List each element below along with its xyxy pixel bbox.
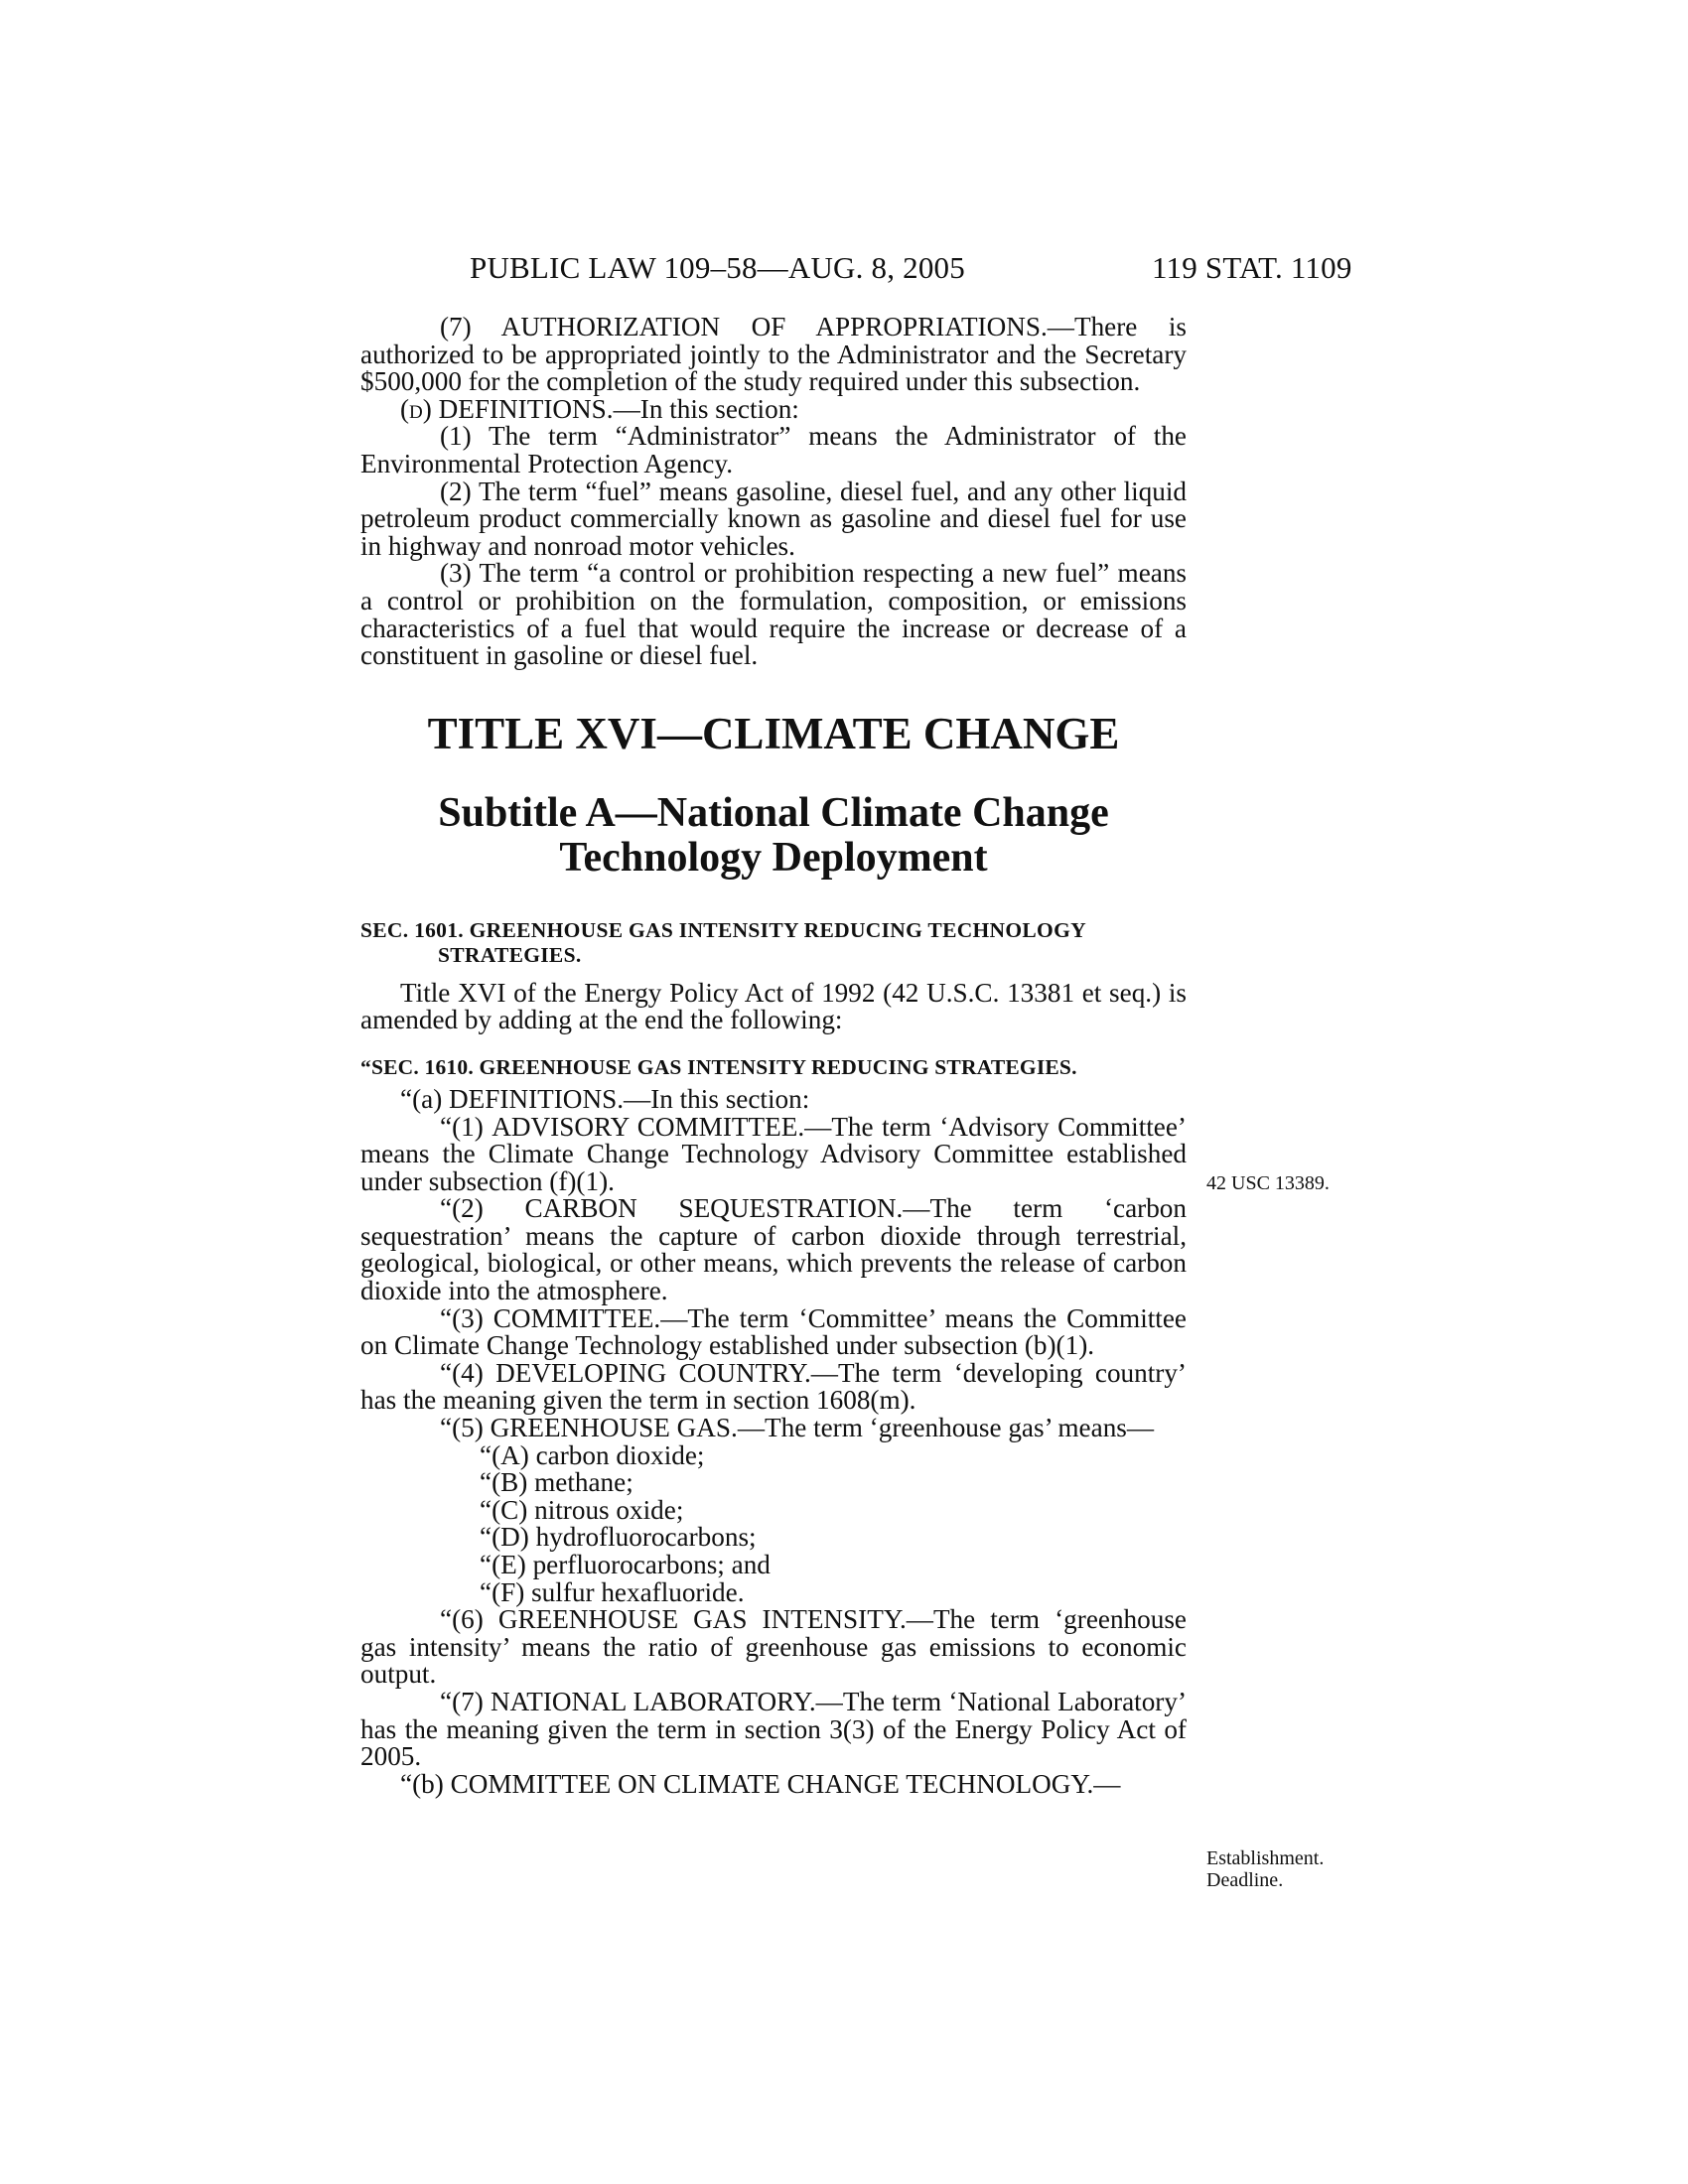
subtitle-line-2: Technology Deployment <box>559 834 988 881</box>
paragraph-definition-1: (1) The term “Administrator” means the Administrator of the Environmental Protection Agency. <box>360 421 1187 478</box>
definition-advisory-committee: “(1) ADVISORY COMMITTEE.—The term ‘Advisory Committee’ means the Climate Change Technology Advisory Committee established under subsection (f)(1). <box>360 1111 1187 1196</box>
paragraph-definition-3: (3) The term “a control or prohibition respecting a new fuel” means a control or prohibition on the formulation, composition, or emissions characteristics of a fuel that would require the increase or decrease of a constituent in gasoline or diesel fuel. <box>360 558 1187 671</box>
header-stat-page: 119 STAT. 1109 <box>1152 250 1352 285</box>
definition-national-laboratory: “(7) NATIONAL LABORATORY.—The term ‘National Laboratory’ has the meaning given the term in section 3(3) of the Energy Policy Act of 2005. <box>360 1686 1188 1772</box>
paragraph-authorization: (7) AUTHORIZATION OF APPROPRIATIONS.—There is authorized to be appropriated jointly to the Administrator and the Secretary $500,000 for the completion of the study required under this subsection. <box>360 312 1187 397</box>
section-1601-heading: SEC. 1601. GREENHOUSE GAS INTENSITY REDUCING TECHNOLOGY STRATEGIES. <box>360 917 1086 967</box>
list-item: “(B) methane; <box>480 1467 633 1498</box>
subsection-b-committee: “(b) COMMITTEE ON CLIMATE CHANGE TECHNOLOGY.— <box>400 1768 1121 1799</box>
greenhouse-gas-list <box>360 1439 1187 1607</box>
list-item: “(F) sulfur hexafluoride. <box>480 1576 745 1607</box>
subsection-a-definitions: “(a) DEFINITIONS.—In this section: <box>400 1083 810 1114</box>
list-item: “(C) nitrous oxide; <box>480 1494 684 1525</box>
header-law-citation: PUBLIC LAW 109–58—AUG. 8, 2005 <box>470 250 965 285</box>
list-item: “(D) hydrofluorocarbons; <box>480 1522 757 1553</box>
definition-committee: “(3) COMMITTEE.—The term ‘Committee’ means the Committee on Climate Change Technology established under subsection (b)(1). <box>360 1302 1187 1361</box>
running-header <box>0 250 1688 290</box>
page-body <box>360 314 1187 1798</box>
definition-developing-country: “(4) DEVELOPING COUNTRY.—The term ‘developing country’ has the meaning given the term in section 1608(m). <box>360 1357 1187 1416</box>
list-item: “(E) perfluorocarbons; and <box>480 1550 771 1579</box>
margin-note-establishment: Establishment. <box>1206 1847 1325 1869</box>
section-1610-heading: “SEC. 1610. GREENHOUSE GAS INTENSITY REDUCING STRATEGIES. <box>360 1054 1077 1079</box>
list-item: “(A) carbon dioxide; <box>480 1439 705 1470</box>
margin-note-usc: 42 USC 13389. <box>1206 1172 1330 1194</box>
section-1601-text: Title XVI of the Energy Policy Act of 1992 (42 U.S.C. 13381 et seq.) is amended by adding at the end the following: <box>360 977 1187 1035</box>
title-heading: TITLE XVI—CLIMATE CHANGE <box>427 708 1120 758</box>
paragraph-definition-2: (2) The term “fuel” means gasoline, diesel fuel, and any other liquid petroleum product commercially known as gasoline and diesel fuel for use in highway and nonroad motor vehicles. <box>360 476 1187 561</box>
margin-note-deadline: Deadline. <box>1206 1869 1284 1891</box>
definition-greenhouse-gas-intensity: “(6) GREENHOUSE GAS INTENSITY.—The term ‘greenhouse gas intensity’ means the ratio of greenhouse gas emissions to economic output. <box>360 1604 1187 1690</box>
subtitle-heading <box>360 791 1187 881</box>
definition-carbon-sequestration: “(2) CARBON SEQUESTRATION.—The term ‘carbon sequestration’ means the capture of carbon dioxide through terrestrial, geological, biological, or other means, which prevents the release of carbon dioxide into the atmosphere. <box>360 1193 1187 1306</box>
paragraph-definitions-heading: (d) DEFINITIONS.—In this section: <box>400 393 799 424</box>
definition-greenhouse-gas: “(5) GREENHOUSE GAS.—The term ‘greenhouse gas’ means— <box>440 1413 1155 1443</box>
subtitle-line-1: Subtitle A—National Climate Change <box>438 789 1109 836</box>
